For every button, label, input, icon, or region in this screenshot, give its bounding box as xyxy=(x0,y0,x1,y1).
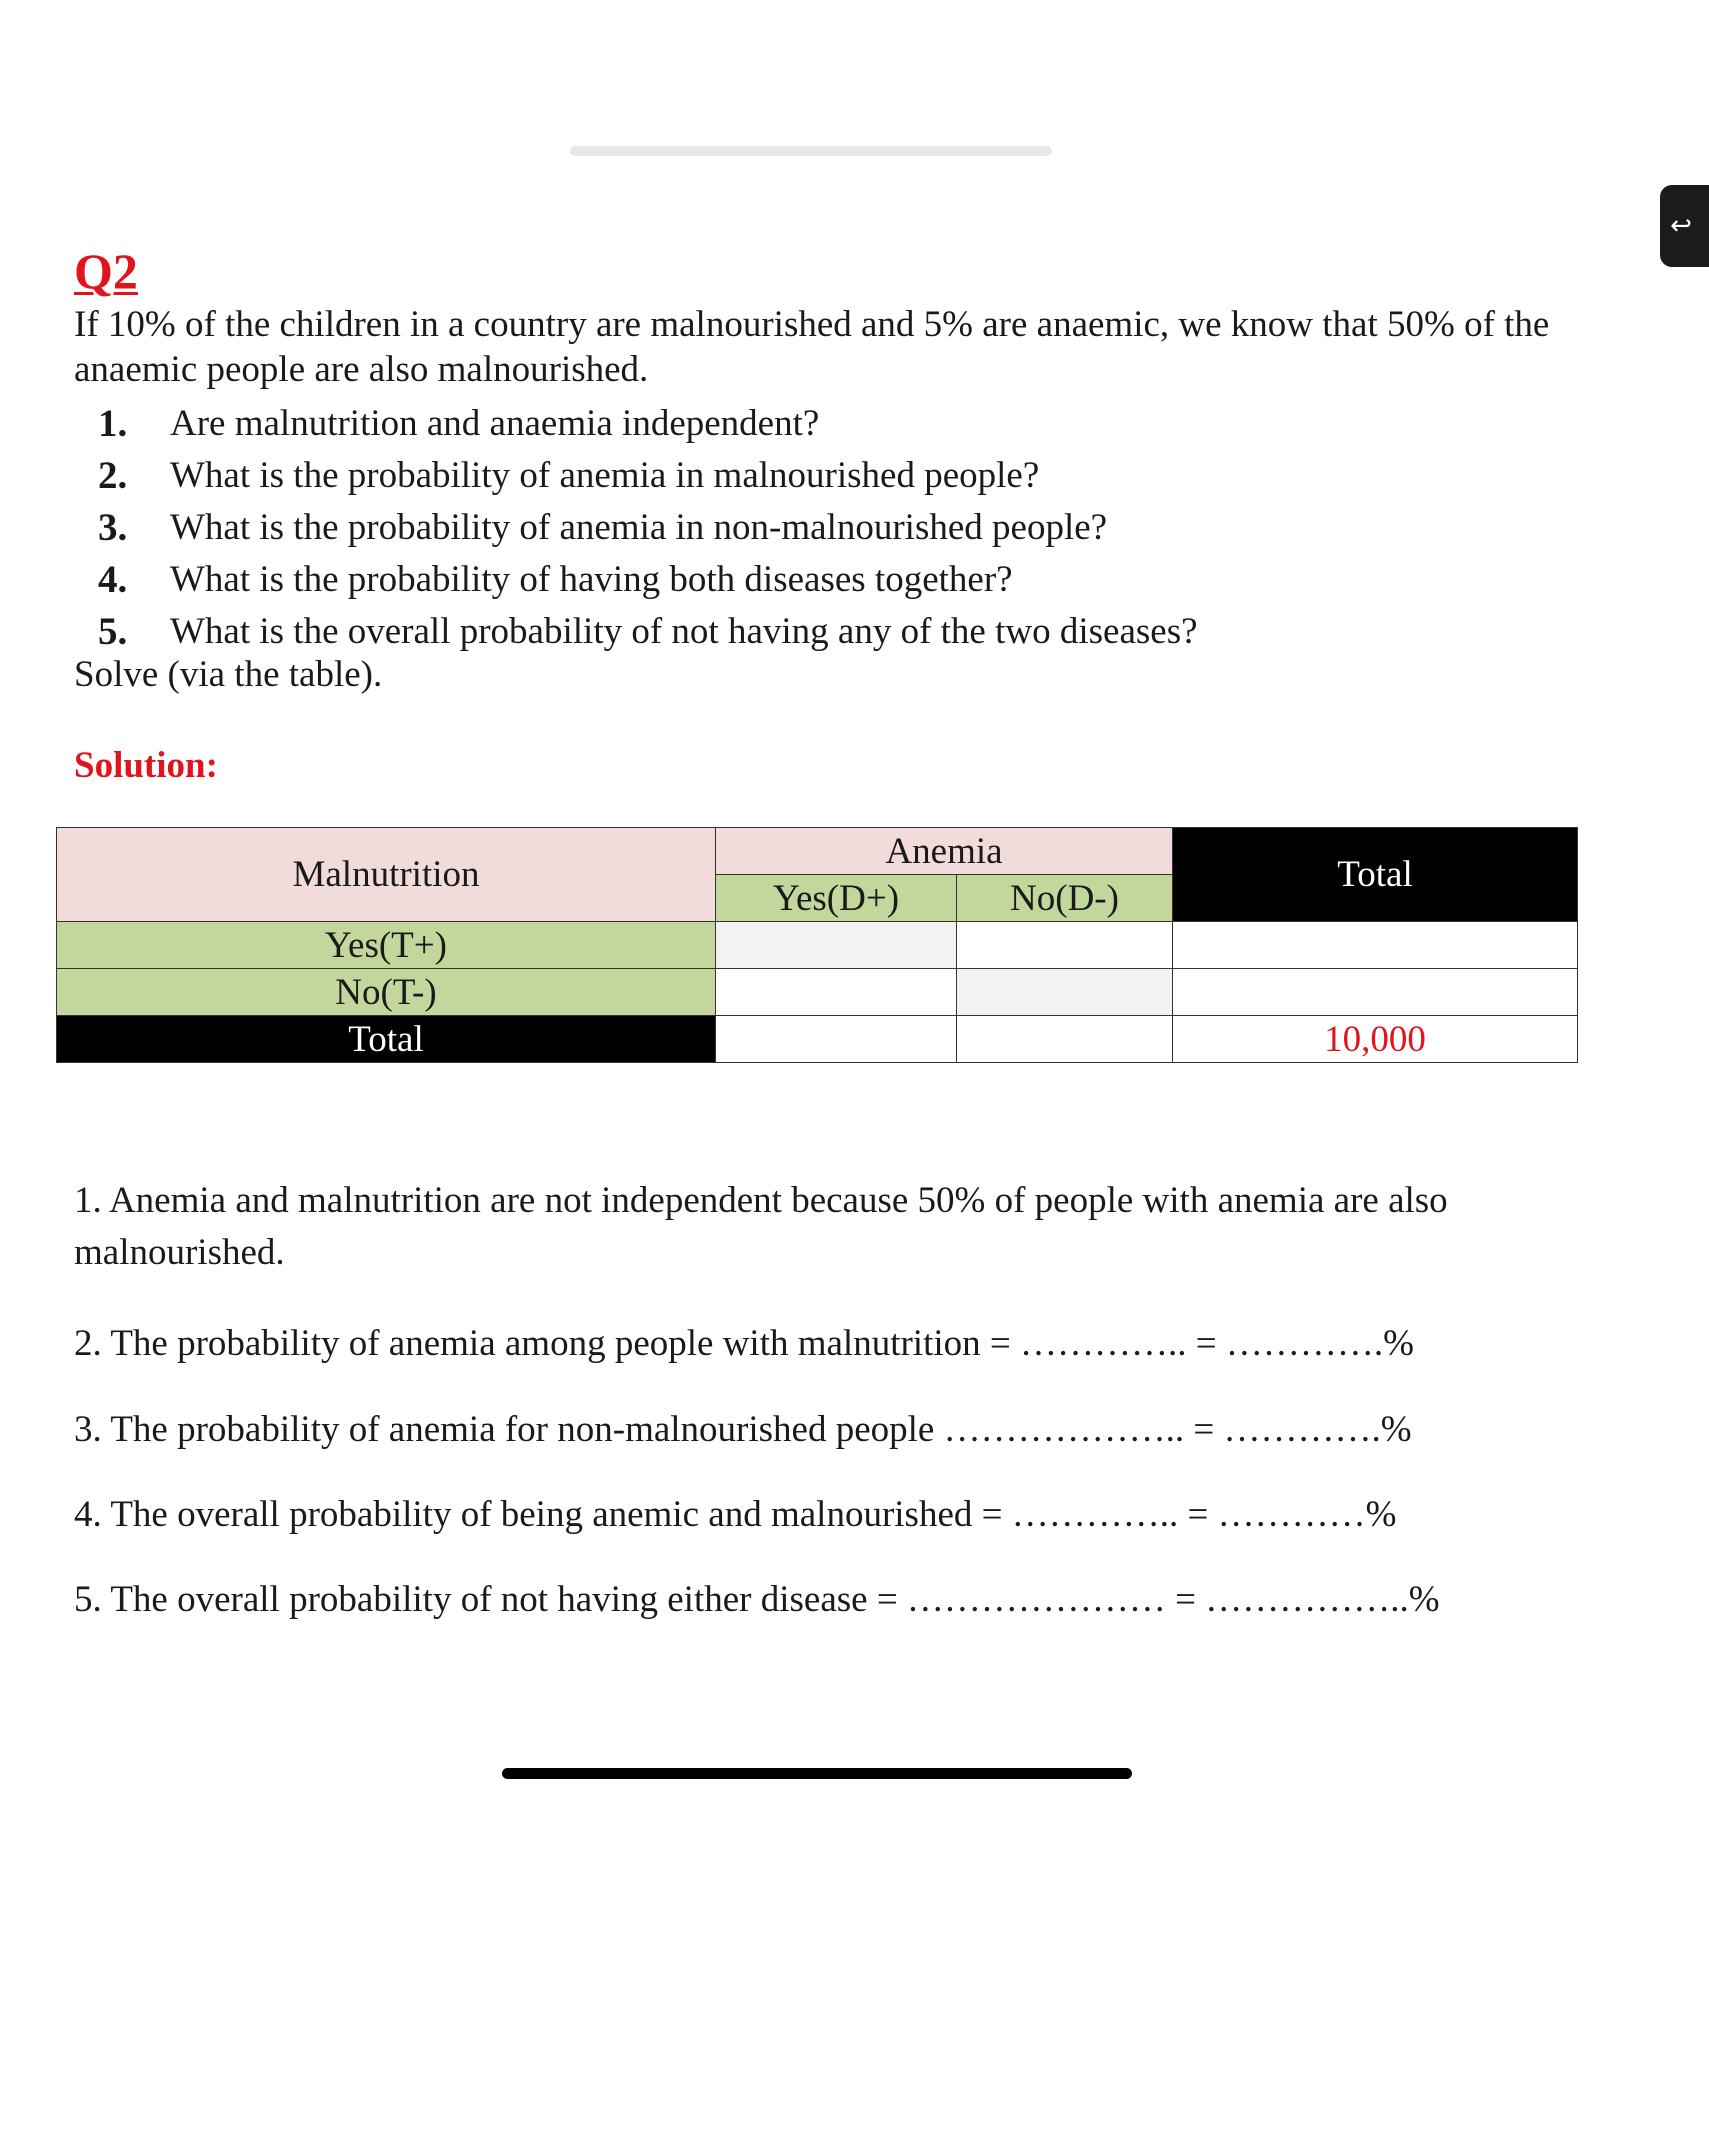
malnutrition-header: Malnutrition xyxy=(57,828,716,922)
question-text: What is the overall probability of not having any of the two diseases? xyxy=(170,611,1198,652)
answer-1: 1. Anemia and malnutrition are not independent because 50% of people with anemia are also malnourished. xyxy=(74,1180,1448,1273)
solve-instruction: Solve (via the table). xyxy=(74,654,383,695)
total-column-header: Total xyxy=(1173,828,1578,922)
answer-2: 2. The probability of anemia among people with malnutrition = ………….. = ………….% xyxy=(74,1323,1414,1364)
cell-total-yes xyxy=(716,1016,957,1063)
malnutrition-yes-header: Yes(T+) xyxy=(57,922,716,969)
cell-no-total xyxy=(1173,969,1578,1016)
cell-no-no xyxy=(957,969,1173,1016)
cell-total-no xyxy=(957,1016,1173,1063)
list-item xyxy=(98,606,1198,658)
side-tab-glyph: ↩ xyxy=(1670,211,1692,241)
cell-yes-no xyxy=(957,922,1173,969)
answer-3: 3. The probability of anemia for non-malnourished people ……………….. = ………….% xyxy=(74,1409,1412,1450)
total-row-header: Total xyxy=(57,1016,716,1063)
list-item xyxy=(98,398,1198,450)
question-text: What is the probability of anemia in non-malnourished people? xyxy=(170,507,1108,548)
question-number: 2. xyxy=(98,454,128,497)
question-list xyxy=(98,398,1198,658)
anemia-header: Anemia xyxy=(716,828,1173,875)
answer-5: 5. The overall probability of not having either disease = ………………… = ……………..% xyxy=(74,1579,1440,1620)
contingency-table xyxy=(56,827,1578,1063)
list-item xyxy=(98,450,1198,502)
home-indicator[interactable] xyxy=(502,1768,1132,1779)
top-handle-bar xyxy=(570,146,1052,156)
malnutrition-no-header: No(T-) xyxy=(57,969,716,1016)
anemia-no-header: No(D-) xyxy=(957,875,1173,922)
question-number: 1. xyxy=(98,402,128,445)
cell-no-yes xyxy=(716,969,957,1016)
question-number: 3. xyxy=(98,506,128,549)
solution-heading: Solution: xyxy=(74,745,218,786)
answer-4: 4. The overall probability of being anemic and malnourished = ………….. = …………% xyxy=(74,1494,1397,1535)
anemia-yes-header: Yes(D+) xyxy=(716,875,957,922)
question-number: 4. xyxy=(98,558,128,601)
question-text: What is the probability of anemia in malnourished people? xyxy=(170,455,1040,496)
answers-section xyxy=(74,1175,1614,1620)
problem-statement: If 10% of the children in a country are malnourished and 5% are anaemic, we know that 50% of the anaemic people are also malnourished. xyxy=(74,304,1550,390)
cell-yes-total xyxy=(1173,922,1578,969)
question-title: Q2 xyxy=(74,243,138,299)
back-arrow-icon[interactable] xyxy=(1660,185,1709,267)
cell-yes-yes xyxy=(716,922,957,969)
question-text: What is the probability of having both diseases together? xyxy=(170,559,1013,600)
grand-total-cell: 10,000 xyxy=(1173,1016,1578,1063)
list-item xyxy=(98,554,1198,606)
question-text: Are malnutrition and anaemia independent? xyxy=(170,403,820,444)
question-number: 5. xyxy=(98,610,128,653)
list-item xyxy=(98,502,1198,554)
